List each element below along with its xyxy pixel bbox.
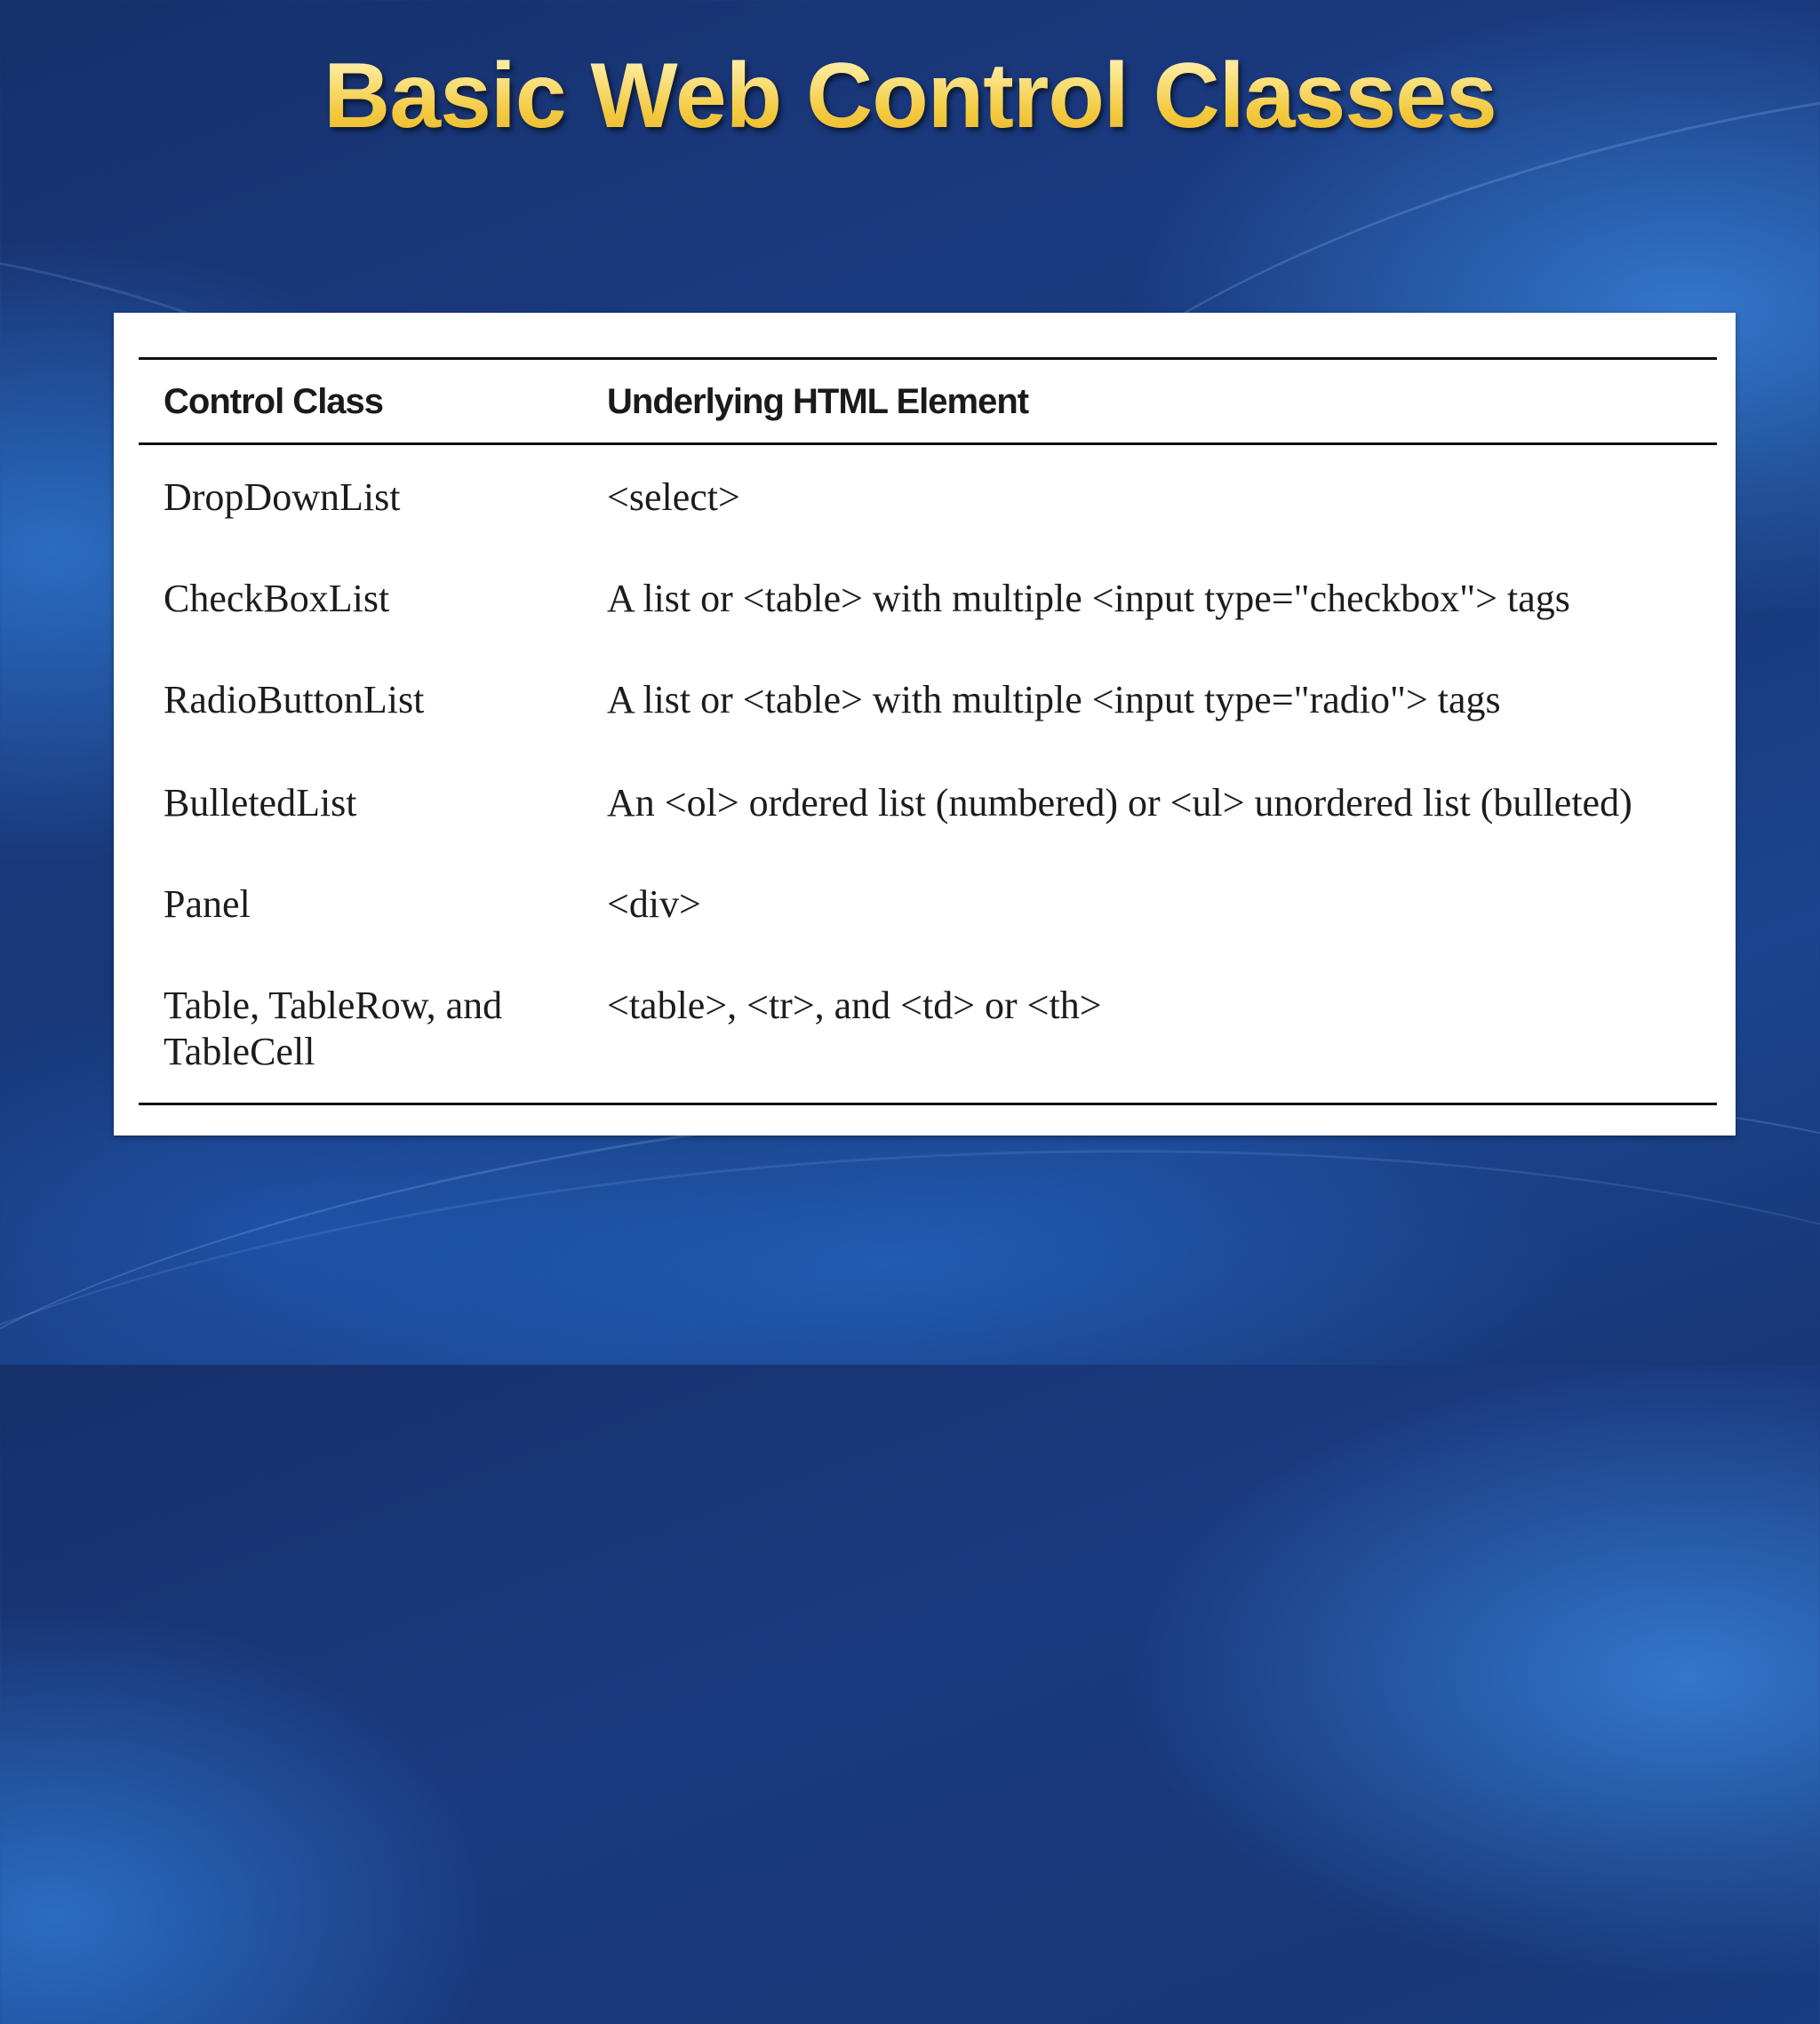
table-cell-control-class [164, 983, 502, 1075]
table-bottom-rule [139, 1103, 1717, 1105]
table-cell-html-element: <div> [607, 882, 701, 926]
control-classes-table [114, 313, 1736, 1136]
table-cell-control-class: CheckBoxList [164, 577, 390, 620]
table-cell-control-class: RadioButtonList [164, 678, 425, 721]
background-swoosh [0, 1088, 1820, 2024]
table-top-rule [139, 357, 1717, 360]
table-cell-html-element: A list or <table> with multiple <input type="checkbox"> tags [607, 577, 1570, 620]
table-cell-html-element: <select> [607, 475, 740, 519]
table-cell-html-element: <table>, <tr>, and <td> or <th> [607, 984, 1102, 1027]
table-cell-line: Table, TableRow, and [164, 984, 503, 1027]
table-cell-html-element: An <ol> ordered list (numbered) or <ul> unordered list (bulleted) [607, 781, 1632, 825]
slide-title: Basic Web Control Classes [0, 43, 1820, 149]
table-cell-control-class: Panel [164, 882, 251, 926]
table-cell-line: TableCell [164, 1030, 315, 1073]
column-header-control-class: Control Class [164, 382, 384, 421]
table-cell-html-element: A list or <table> with multiple <input type="radio"> tags [607, 678, 1501, 721]
table-header-rule [139, 442, 1717, 445]
table-cell-control-class: BulletedList [164, 781, 357, 825]
table-cell-control-class: DropDownList [164, 475, 401, 519]
column-header-html-element: Underlying HTML Element [607, 382, 1029, 421]
